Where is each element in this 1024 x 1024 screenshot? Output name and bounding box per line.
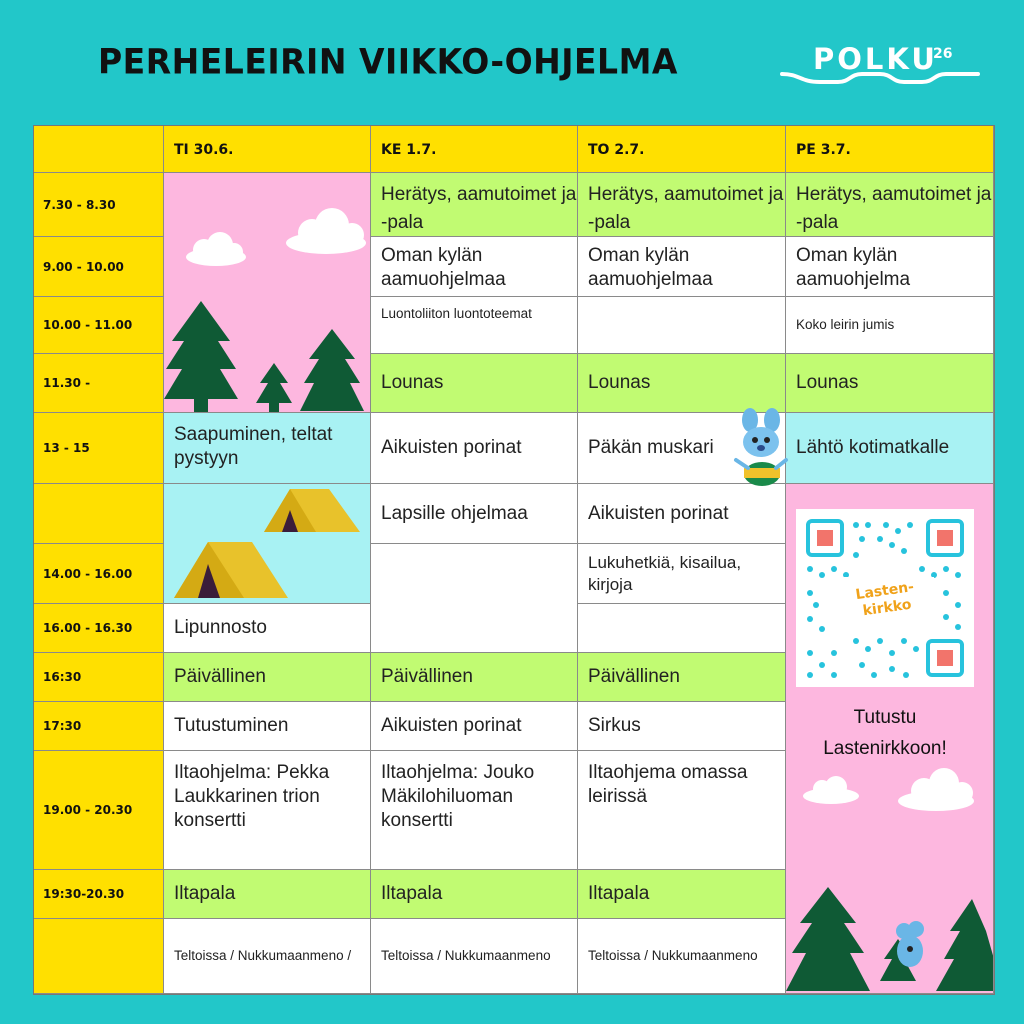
time-cell: 7.30 - 8.30 [34, 173, 164, 237]
to-evening: Iltaohjema omassa leirissä [578, 751, 786, 870]
to-empty [578, 297, 786, 354]
tent-illustration [164, 484, 371, 604]
ke-kids: Lapsille ohjelmaa [371, 484, 578, 544]
to-read: Lukuhetkiä, kisailua, kirjoja [578, 544, 786, 604]
ti-evening: Iltaohjelma: Pekka Laukkarinen trion konsertti [164, 751, 371, 870]
to-empty2 [578, 604, 786, 653]
time-cell [34, 919, 164, 994]
pe-lunch: Lounas [786, 354, 994, 413]
tree-icon [164, 301, 364, 413]
to-wake: Herätys, aamutoimet ja -pala [578, 173, 786, 237]
ti-flag: Lipunnosto [164, 604, 371, 653]
pe-promo-panel [786, 484, 994, 994]
schedule-table [34, 126, 994, 994]
time-cell: 13 - 15 [34, 413, 164, 484]
cloud-icon [186, 208, 366, 266]
to-snack: Iltapala [578, 870, 786, 919]
ke-evening: Iltaohjelma: Jouko Mäkilohiluoman konsertti [371, 751, 578, 870]
day-header-ti: TI 30.6. [164, 126, 371, 173]
logo-number: 26 [933, 46, 953, 62]
time-cell: 16.00 - 16.30 [34, 604, 164, 653]
pe-jumis: Koko leirin jumis [786, 297, 994, 354]
time-cell: 11.30 - [34, 354, 164, 413]
time-cell: 17:30 [34, 702, 164, 751]
to-dinner: Päivällinen [578, 653, 786, 702]
ti-arrival: Saapuminen, teltat pystyyn [164, 413, 371, 484]
ke-snack: Iltapala [371, 870, 578, 919]
time-cell: 16:30 [34, 653, 164, 702]
day-header-ke: KE 1.7. [371, 126, 578, 173]
to-circus: Sirkus [578, 702, 786, 751]
time-cell [34, 484, 164, 544]
time-cell: 10.00 - 11.00 [34, 297, 164, 354]
to-music: Päkän muskari [578, 413, 786, 484]
corner-cell [34, 126, 164, 173]
to-night: Teltoissa / Nukkumaanmeno [578, 919, 786, 994]
time-cell: 19.00 - 20.30 [34, 751, 164, 870]
pe-wake: Herätys, aamutoimet ja -pala [786, 173, 994, 237]
ke-lunch: Lounas [371, 354, 578, 413]
ke-adults: Aikuisten porinat [371, 413, 578, 484]
ti-night: Teltoissa / Nukkumaanmeno / [164, 919, 371, 994]
tent-icon [174, 489, 360, 598]
ti-dinner: Päivällinen [164, 653, 371, 702]
ke-night: Teltoissa / Nukkumaanmeno [371, 919, 578, 994]
ke-empty [371, 544, 578, 653]
forest-illustration [164, 173, 371, 413]
ke-nature: Luontoliiton luontoteemat [371, 297, 578, 354]
to-adults: Aikuisten porinat [578, 484, 786, 544]
ke-adults2: Aikuisten porinat [371, 702, 578, 751]
mouse-mascot-icon [896, 921, 924, 967]
day-header-pe: PE 3.7. [786, 126, 994, 173]
to-lunch: Lounas [578, 354, 786, 413]
ke-wake: Herätys, aamutoimet ja -pala [371, 173, 578, 237]
time-cell: 14.00 - 16.00 [34, 544, 164, 604]
ti-snack: Iltapala [164, 870, 371, 919]
tree-icon [786, 887, 994, 991]
ke-village: Oman kylän aamuohjelmaa [371, 237, 578, 297]
logo-word: POLKU [813, 42, 938, 76]
time-cell: 9.00 - 10.00 [34, 237, 164, 297]
pe-village: Oman kylän aamuohjelma [786, 237, 994, 297]
page-title: PERHELEIRIN VIIKKO-OHJELMA [98, 41, 678, 82]
pe-leave: Lähtö kotimatkalle [786, 413, 994, 484]
qr-logo-text: Lasten-kirkko [854, 579, 915, 620]
qr-code-icon[interactable] [796, 509, 974, 687]
to-village: Oman kylän aamuohjelmaa [578, 237, 786, 297]
day-header-to: TO 2.7. [578, 126, 786, 173]
ke-dinner: Päivällinen [371, 653, 578, 702]
ti-meet: Tutustuminen [164, 702, 371, 751]
mouse-mascot-icon [730, 408, 792, 492]
pe-promo-text: Tutustu Lastenirkkoon! [823, 707, 947, 759]
polku-logo-icon [780, 38, 990, 98]
cloud-icon [803, 768, 974, 811]
time-cell: 19:30-20.30 [34, 870, 164, 919]
